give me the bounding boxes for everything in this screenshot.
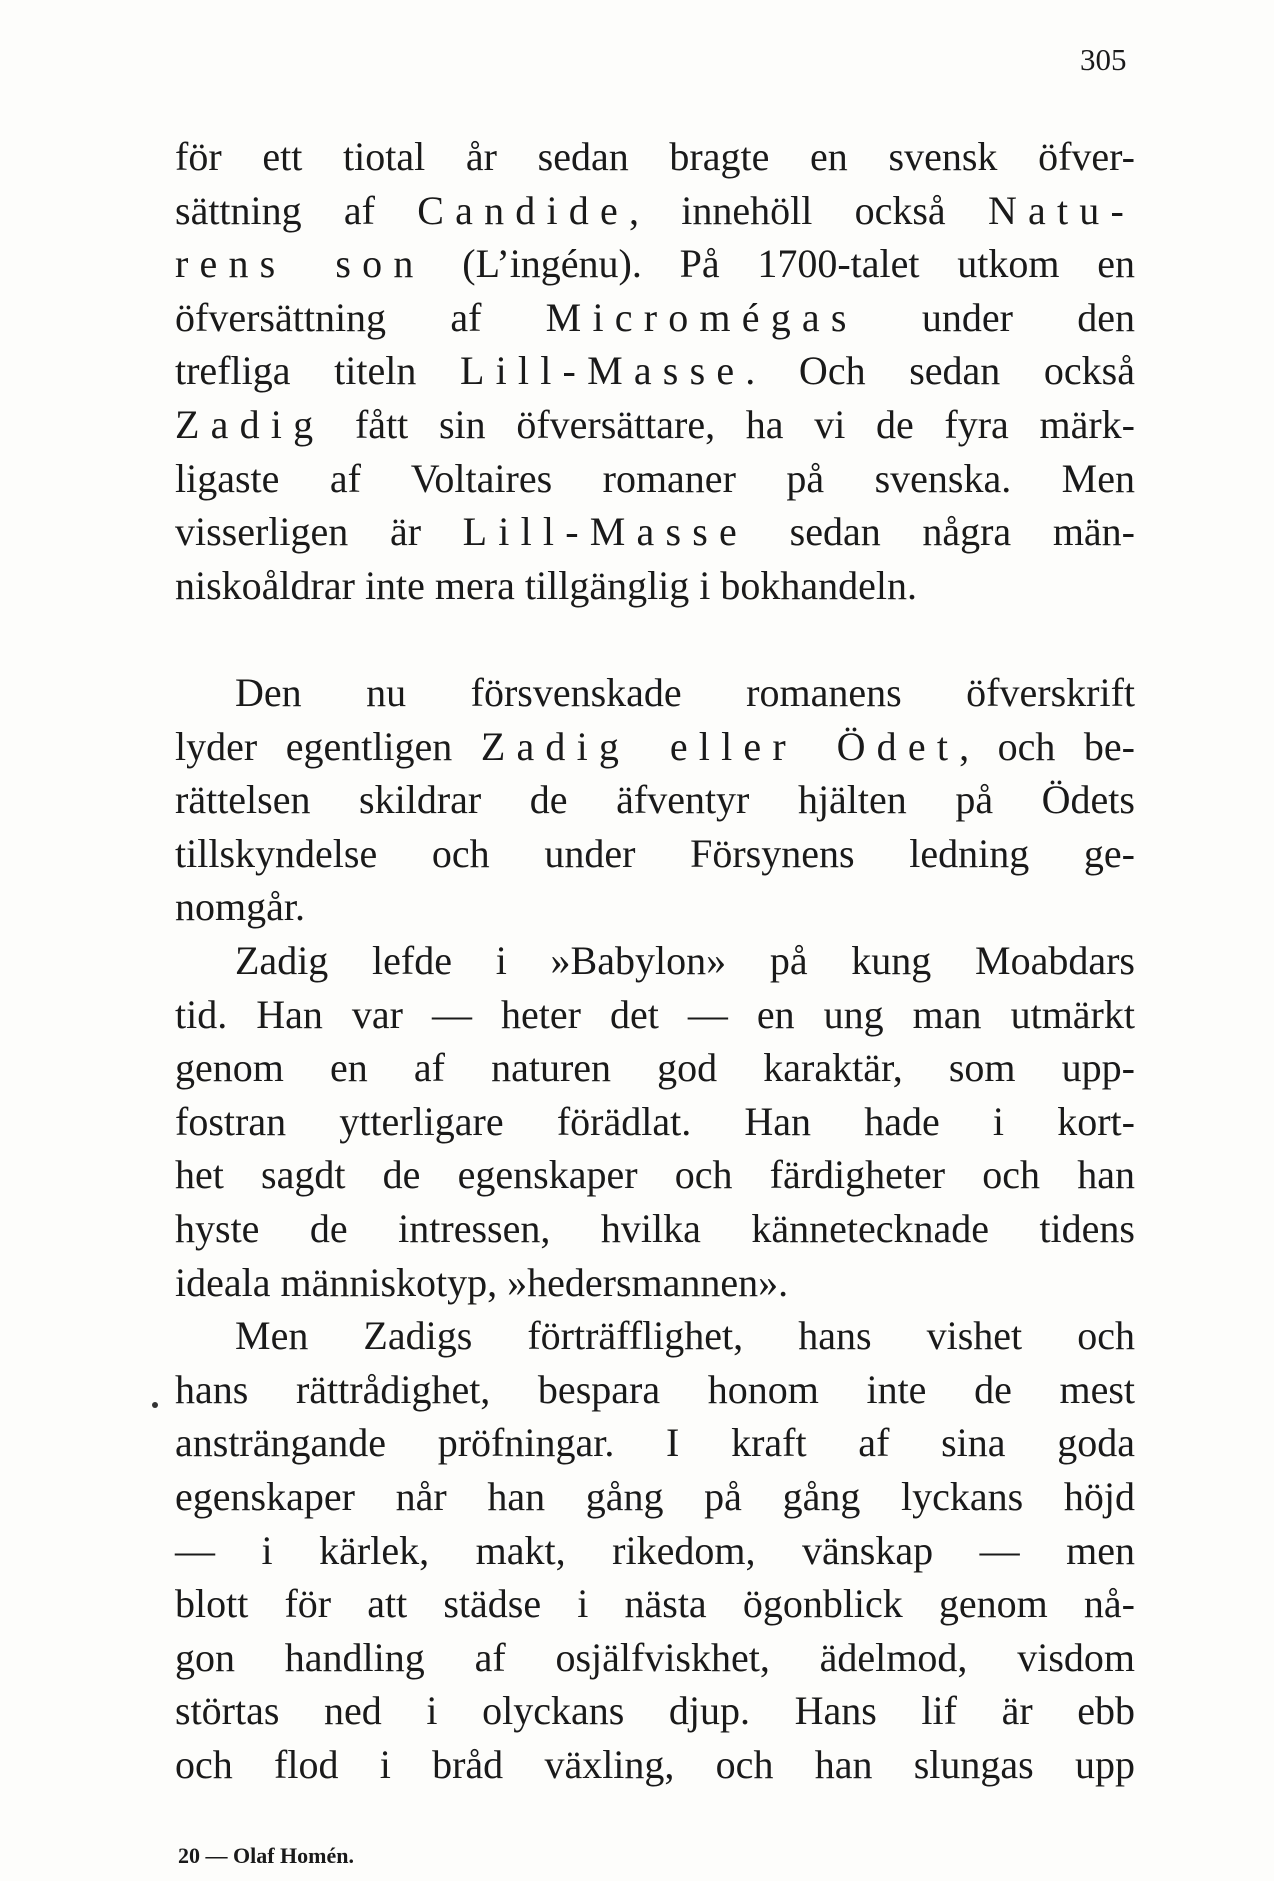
text-run: ideala människotyp, »hedersmannen». <box>175 1259 789 1305</box>
text-run: sättning af <box>175 187 418 233</box>
text-line <box>175 1202 1135 1256</box>
paragraph-intro <box>175 130 1135 612</box>
text-run: , innehöll också <box>628 187 988 233</box>
text-run: genom en af naturen god karaktär, som upp- <box>175 1045 1135 1091</box>
text-run: Men Zadigs förträfflighet, hans vishet och <box>235 1313 1135 1359</box>
text-run: blott för att städse i nästa ögonblick genom nå- <box>175 1581 1135 1627</box>
text-line <box>175 1363 1135 1417</box>
text-line <box>175 559 1135 613</box>
text-run: hans rättrådighet, bespara honom inte de mest <box>175 1366 1135 1412</box>
text-line <box>175 1041 1135 1095</box>
text-run: sedan några män- <box>747 509 1136 555</box>
text-run: niskoåldrar inte mera tillgänglig i bokhandeln. <box>175 562 918 608</box>
spaced-emphasis: Candide <box>417 187 629 233</box>
text-line <box>175 827 1135 881</box>
text-run: Zadig lefde i »Babylon» på kung Moabdars <box>235 937 1135 983</box>
spaced-emphasis: Natu- <box>987 187 1136 233</box>
text-line <box>175 1416 1135 1470</box>
text-line <box>175 720 1135 774</box>
text-run: tillskyndelse och under Försynens ledning ge- <box>175 830 1135 876</box>
text-run: het sagdt de egenskaper och färdigheter och han <box>175 1152 1135 1198</box>
text-run: rättelsen skildrar de äfventyr hjälten på Ödets <box>175 777 1135 823</box>
text-line <box>175 934 1135 988</box>
text-line <box>175 1309 1135 1363</box>
text-run: tid. Han var — heter det — en ung man utmärkt <box>175 991 1135 1037</box>
text-run: Den nu försvenskade romanens öfverskrift <box>235 670 1135 715</box>
text-run: — i kärlek, makt, rikedom, vänskap — men <box>175 1527 1135 1573</box>
text-run: för ett tiotal år sedan bragte en svensk öfver- <box>175 134 1135 179</box>
text-line <box>175 1524 1135 1578</box>
text-line <box>175 1631 1135 1685</box>
text-line <box>175 773 1135 827</box>
text-line <box>175 988 1135 1042</box>
spaced-emphasis: Zadig <box>175 401 325 447</box>
signature-footer: 20 — Olaf Homén. <box>178 1843 354 1868</box>
spaced-emphasis: Lill-Masse <box>459 348 746 394</box>
text-run: gon handling af osjälfviskhet, ädelmod, visdom <box>175 1634 1135 1680</box>
spaced-emphasis: Micromégas <box>545 294 858 340</box>
text-line <box>175 452 1135 506</box>
text-run: störtas ned i olyckans djup. Hans lif är ebb <box>175 1688 1135 1734</box>
text-line <box>175 666 1135 720</box>
text-line <box>175 398 1135 452</box>
text-line <box>175 1256 1135 1310</box>
text-line <box>175 291 1135 345</box>
text-run: (L’ingénu). På 1700-talet utkom en <box>424 241 1135 287</box>
text-run: under den <box>857 294 1135 340</box>
text-line <box>175 344 1135 398</box>
spaced-emphasis: Lill-Masse <box>462 509 748 555</box>
text-run: trefliga titeln <box>175 348 460 394</box>
text-run: . Och sedan också <box>745 348 1135 394</box>
text-line <box>175 505 1135 559</box>
page-number: 305 <box>1080 42 1127 77</box>
text-run: lyder egentligen <box>175 723 481 769</box>
text-line <box>175 1095 1135 1149</box>
spaced-emphasis: Zadig eller Ödet <box>480 723 960 769</box>
text-run: ansträngande pröfningar. I kraft af sina goda <box>175 1420 1135 1466</box>
text-line <box>175 1148 1135 1202</box>
text-line <box>175 1738 1135 1792</box>
spaced-emphasis: rens son <box>175 241 425 287</box>
text-line <box>175 1684 1135 1738</box>
text-line <box>175 1470 1135 1524</box>
text-line <box>175 880 1135 934</box>
text-line <box>175 1577 1135 1631</box>
print-speck <box>152 1402 158 1408</box>
text-run: och flod i bråd växling, och han slungas upp <box>175 1741 1135 1787</box>
text-run: egenskaper når han gång på gång lyckans höjd <box>175 1473 1135 1519</box>
text-run: öfversättning af <box>175 294 546 340</box>
text-line <box>175 237 1135 291</box>
text-run: ligaste af Voltaires romaner på svenska. Men <box>175 455 1135 501</box>
text-line <box>175 130 1135 184</box>
text-line <box>175 184 1135 238</box>
text-run: nomgår. <box>175 884 305 930</box>
text-run: visserligen är <box>175 509 463 555</box>
text-run: , och be- <box>959 723 1136 769</box>
text-run: fått sin öfversättare, ha vi de fyra märk- <box>324 401 1135 447</box>
text-run: hyste de intressen, hvilka kännetecknade tidens <box>175 1205 1135 1251</box>
paragraph-zadig-summary <box>175 666 1135 1791</box>
text-run: fostran ytterligare förädlat. Han hade i kort- <box>175 1098 1135 1144</box>
